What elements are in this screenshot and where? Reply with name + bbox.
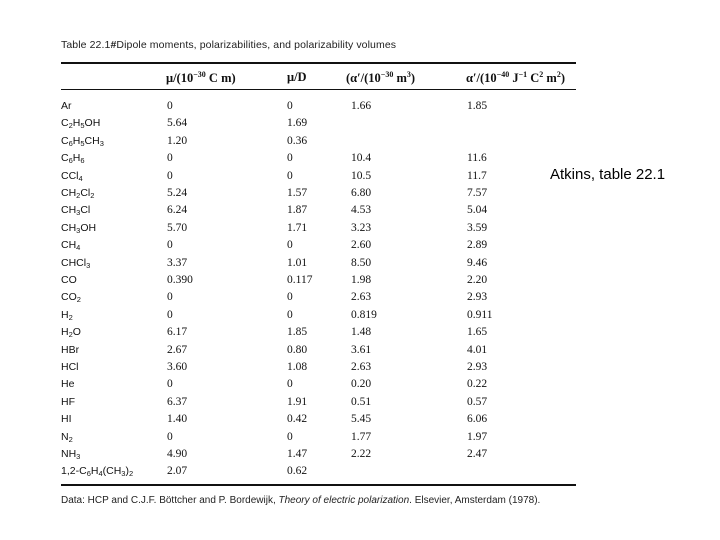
source-note: Data: HCP and C.J.F. Böttcher and P. Bordewijk, Theory of electric polarization. Elsevier, Amsterdam (1978). [61,495,541,506]
mu-debye-cell: 1.47 [287,448,308,460]
table-row [0,204,720,221]
mu-debye-cell: 0 [287,239,293,252]
mu-cell: 5.64 [167,117,188,130]
bottom-rule [61,484,576,486]
column-header-polarizability: $\alpha'/(10^{-40}$ $J^{-1}$ $C^2$ $m^2$) [466,70,566,86]
mu-cell: 0 [167,291,173,304]
polarizability-volume-cell: 0.51 [351,395,372,408]
table-row [0,100,720,117]
mu-debye-cell: 0 [287,308,293,321]
mu-debye-cell: 1.57 [287,187,308,199]
mu-debye-cell: 0 [287,291,293,304]
mu-debye-cell: 0 [287,152,293,165]
polarizability-volume-cell: 10.4 [351,152,372,165]
mu-debye-cell: 1.01 [287,256,308,269]
species-cell: $NH_3$ [61,448,81,461]
mu-debye-cell: 0 [287,378,293,391]
species-cell: $CH_2Cl_2$ [61,187,95,200]
table-row [0,274,720,291]
species-cell: $CH_3OH$ [61,221,97,235]
polarizability-cell: 5.04 [467,204,488,217]
species-cell: $C_6H_6$ [61,152,85,166]
mu-cell: 5.70 [167,221,188,234]
mu-cell: 6.17 [167,326,188,339]
mu-cell: 0 [167,239,173,252]
mu-cell: 0.390 [167,274,193,286]
polarizability-volume-cell: 4.53 [351,204,372,217]
mu-debye-cell: 1.87 [287,204,308,217]
mu-debye-cell: 1.69 [287,117,308,130]
polarizability-volume-cell: 8.50 [351,256,372,269]
polarizability-cell: 2.47 [467,448,488,460]
mu-debye-cell: 0 [287,100,293,112]
table-row [0,239,720,256]
polarizability-cell: 6.06 [467,413,488,426]
mu-cell: 0 [167,308,173,321]
polarizability-volume-cell: 2.22 [351,448,372,460]
column-header-polarizability-volume: ($\alpha'/(10^{-30}$ $m^3$) [346,70,416,86]
mu-cell: 1.20 [167,134,188,147]
polarizability-cell: 3.59 [467,221,488,234]
mu-debye-cell: 1.71 [287,221,308,234]
species-cell: CCl$_4$ [61,169,83,183]
mu-cell: 2.67 [167,343,188,356]
mu-cell: 4.90 [167,448,188,460]
table-row [0,187,720,204]
mu-cell: 0 [167,100,173,112]
mu-cell: 0 [167,378,173,391]
species-cell: HBr [61,343,80,356]
polarizability-cell: 1.97 [467,430,488,443]
table-title: Dipole moments, polarizabilities, and polarizability volumes [116,39,397,51]
table-row [0,378,720,395]
mu-cell: 0 [167,430,173,443]
mu-debye-cell: 0.42 [287,413,308,426]
polarizability-cell: 2.20 [467,274,488,286]
caption-hash: # [110,39,117,51]
polarizability-volume-cell: 10.5 [351,169,372,182]
mu-debye-cell: 0.117 [287,274,313,286]
species-cell: $C_6H_5CH_3$ [61,134,104,148]
species-cell: $CH_4$ [61,239,81,253]
species-cell: CO [61,274,77,286]
table-row [0,413,720,430]
polarizability-cell: 2.93 [467,291,488,304]
polarizability-cell: 9.46 [467,256,488,269]
polarizability-cell: 0.911 [467,308,493,321]
species-cell: He [61,378,75,391]
mu-cell: 2.07 [167,465,188,478]
polarizability-cell: 1.85 [467,100,488,112]
species-cell: HI [61,413,72,426]
table-row [0,117,720,134]
polarizability-cell: 7.57 [467,187,488,199]
species-cell: CHCl$_3$ [61,256,91,270]
mu-debye-cell: 1.85 [287,326,308,339]
species-cell: $N_2$ [61,430,73,444]
mu-cell: 6.37 [167,395,188,408]
mu-cell: 5.24 [167,187,188,199]
source-book-title: Theory of electric polarization [278,495,410,506]
top-rule [61,62,576,64]
species-cell: HF [61,395,75,408]
table-row [0,448,720,465]
polarizability-volume-cell: 2.63 [351,291,372,304]
mu-cell: 0 [167,152,173,165]
mu-cell: 0 [167,169,173,182]
species-cell: $CH_3Cl$ [61,204,91,218]
polarizability-cell: 2.89 [467,239,488,252]
mu-debye-cell: 0.36 [287,134,308,147]
polarizability-cell: 0.57 [467,395,488,408]
mu-cell: 1.40 [167,413,188,426]
polarizability-volume-cell: 1.48 [351,326,372,339]
polarizability-volume-cell: 1.77 [351,430,372,443]
table-row [0,135,720,152]
polarizability-cell: 2.93 [467,361,488,373]
table-row [0,326,720,343]
polarizability-cell: 0.22 [467,378,488,391]
polarizability-cell: 11.6 [467,152,487,165]
polarizability-volume-cell: 3.23 [351,221,372,234]
mu-debye-cell: 0 [287,169,293,182]
table-row [0,222,720,239]
table-row [0,344,720,361]
mu-debye-cell: 0.62 [287,465,308,478]
column-header-mu-cm: $\mu/(10^{-30}$ C m) [166,70,236,86]
polarizability-volume-cell: 3.61 [351,343,372,356]
polarizability-volume-cell: 1.66 [351,100,372,112]
species-cell: $1,2-C_6H_4(CH_3)_2$ [61,465,134,479]
mu-cell: 3.37 [167,256,188,269]
table-row [0,291,720,308]
header-rule [61,89,576,90]
mu-debye-cell: 1.91 [287,395,308,408]
mu-debye-cell: 0 [287,430,293,443]
species-cell: $H_2$ [61,308,73,322]
table-row [0,309,720,326]
polarizability-cell: 4.01 [467,343,488,356]
column-header-mu-debye: μ/D [287,70,307,84]
polarizability-volume-cell: 2.63 [351,361,372,373]
table-caption [61,39,396,51]
mu-debye-cell: 0.80 [287,343,308,356]
table-row [0,465,720,482]
species-cell: $CO_2$ [61,291,81,305]
polarizability-volume-cell: 6.80 [351,187,372,199]
polarizability-cell: 1.65 [467,326,488,339]
polarizability-cell: 11.7 [467,169,487,182]
species-cell: $H_2O$ [61,326,81,340]
polarizability-volume-cell: 2.60 [351,239,372,252]
species-cell: HCl [61,361,79,373]
table-row [0,257,720,274]
table-row [0,361,720,378]
mu-cell: 3.60 [167,361,188,373]
table-row [0,396,720,413]
side-annotation: Atkins, table 22.1 [550,166,666,183]
polarizability-volume-cell: 0.20 [351,378,372,391]
polarizability-volume-cell: 5.45 [351,413,372,426]
mu-cell: 6.24 [167,204,188,217]
mu-debye-cell: 1.08 [287,361,308,373]
polarizability-volume-cell: 1.98 [351,274,372,286]
table-row [0,431,720,448]
species-cell: $C_2H_5OH$ [61,117,101,131]
polarizability-volume-cell: 0.819 [351,308,377,321]
species-cell: Ar [61,100,72,112]
table-number: Table 22.1 [61,39,111,51]
